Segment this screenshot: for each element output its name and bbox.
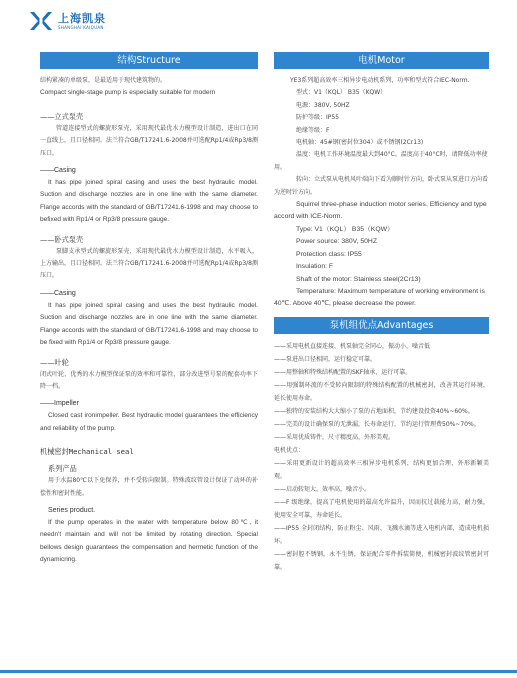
- motor-advantages-title: 电机优点：: [274, 446, 305, 454]
- vertical-casing-title-cn: ——立式泵壳: [40, 111, 84, 121]
- motor-advantage-item: ——密封腔不锈钢，永不生锈，保证配合零件拆装简便，机械密封波纹管密封可靠。: [274, 550, 489, 571]
- seal-sub-en: Series product.: [48, 506, 96, 514]
- advantage-item: ——独特的安装结构大大缩小了泵的占地面积，节约建设投资40%~60%。: [274, 407, 474, 415]
- motor-spec-cn-1: 电源：380V, 50HZ: [296, 101, 350, 109]
- seal-text-cn: 用于水温80℃以下免保养，并不受转向限制。特殊波纹管设计保证了动环的补偿性和密封性能。: [40, 477, 258, 497]
- motor-spec-en-2: Protection class: IP55: [296, 250, 362, 258]
- motor-advantage-item: ——F 级绝缘，提高了电机使用的最高允许温升，因而抗过载能力高，耐力强，使用安全可靠，寿命延长。: [274, 498, 489, 519]
- motor-intro-en: Squirrel three-phase induction motor series. Efficiency and type accord with ICE-Norm.: [274, 201, 487, 221]
- motor-spec-en-0: Type: V1（KQL） B35（KQW）: [296, 225, 394, 233]
- seal-sub-cn: 系列产品: [48, 464, 77, 474]
- structure-intro-cn: 结构紧凑的单级泵，是最适用于现代建筑物的。: [40, 77, 167, 84]
- motor-spec-cn-4: 电机轴：45#钢(密封位304）或不锈钢(2Cr13): [296, 139, 424, 147]
- structure-intro-en: Compact single-stage pump is especially suitable for modern: [40, 89, 216, 97]
- impeller-title-en: ——Impeller: [40, 400, 79, 408]
- seal-title: 机械密封Mechanical seal: [40, 447, 134, 457]
- horizontal-casing-title-cn: ——卧式泵壳: [40, 234, 84, 244]
- motor-spec-cn-3: 绝缘等级：F: [296, 126, 330, 134]
- advantage-item: ——用强制环流的不受转向限制的特殊结构配置的机械密封，改善其运行环境，延长使用寿命。: [274, 381, 489, 402]
- seal-text-en: If the pump operates in the water with temperature below 80℃, it needn't maintain and will not be limited by rotating direction. Special bellows design guarantees the compensation and hermetic function of the dynamicring.: [40, 518, 258, 564]
- motor-rotation-cn: 转向：立式泵从电机风叶端向下看为顺时针方向，卧式泵从泵进口方向看为逆时针方向。: [274, 176, 489, 196]
- advantage-item: ——采用优质铸件，尺寸精度高，外形美观。: [274, 433, 395, 441]
- advantages-banner: 泵机组优点Advantages: [274, 317, 489, 334]
- vertical-casing-text-cn: 管道连接型式的螺旋形泵壳，采用现代最优水力模型设计制造，进出口在同一直线上，且口径相同。法兰符合GB/T17241.6-2008并可选配Rp1/4或Rp3/8测压口。: [40, 124, 258, 157]
- horizontal-casing-text-cn: 泵脚支承型式的螺旋形泵壳，采用现代最优水力模型设计制造，水平吸入，上方输出，且口径相同。法兰符合GB/T17241.6-2008并可选配Rp1/4或Rp3/8测压口。: [40, 247, 258, 280]
- structure-banner: 结构Structure: [40, 52, 258, 69]
- vertical-casing-text-en: It has pipe joined spiral casing and uses the best hydraulic model. Suction and discharge nozzles are in one line with the same diameter. Flange accords with the standard of GB/T17241.6-1998 and may choose to befixed with Rp1/4 or Rp3/8 pressure gauge.: [40, 179, 258, 224]
- motor-temp-cn: 温度：电机工作环境温度最大到40°C。温度高于40°C时，请降低功率使用。: [274, 151, 488, 171]
- brand-name-cn: 上海凯泉: [58, 11, 106, 25]
- motor-spec-cn-0: 型式：V1（KQL） B35（KQW）: [296, 89, 387, 97]
- page-header: [0, 0, 517, 42]
- horizontal-casing-text-en: It has pipe joined spiral casing and uses the best hydraulic model. Suction and discharge nozzles are in one line with the same diameter. Flange accords with the standard of GB/T17241.6-1998 and may choose to be fixed with Rp1/4 or Rp3/8 pressure gauge.: [40, 301, 258, 347]
- company-logo: [28, 11, 106, 31]
- impeller-text-en: Closed cast ironimpeller. Best hydraulic model guarantees the efficiency and reliability of the pump.: [40, 412, 258, 432]
- advantage-item: ——用整轴和特殊结构配置的SKF轴承，运行可靠。: [274, 368, 412, 376]
- horizontal-casing-title-en: ——Casing: [40, 289, 76, 297]
- motor-spec-en-1: Power source: 380V, 50HZ: [296, 238, 377, 246]
- motor-spec-en-3: Insulation: F: [296, 263, 334, 271]
- impeller-text-cn: 闭式叶轮，优秀的水力模型保证泵的效率和可靠性，部分改进型号泵的配套功率下降一档。: [40, 370, 258, 390]
- advantage-item: ——完美的设计确保泵的无泄漏，长寿命运行，节约运行管理费50%~70%。: [274, 420, 480, 428]
- logo-mark-icon: [28, 11, 54, 31]
- motor-spec-en-4: Shaft of the motor: Stainless steel(2Cr13): [296, 275, 421, 283]
- motor-advantage-item: ——启动转矩大，效率高，噪音小。: [274, 485, 371, 493]
- motor-spec-cn-2: 防护等级：IP55: [296, 114, 340, 122]
- structure-column: [40, 52, 258, 567]
- brand-name-en: SHANGHAI KAIQUAN: [58, 24, 104, 30]
- motor-column: [274, 52, 489, 574]
- advantage-item: ——采用电机直接连接，机泵轴完全同心，振动小，噪音低: [274, 342, 431, 350]
- motor-intro-cn: YE3系列超高效率三相异步电动机系列，功率和型式符合IEC-Norm.: [290, 77, 470, 84]
- vertical-casing-title-en: ——Casing: [40, 167, 76, 175]
- footer-rule: [0, 670, 517, 673]
- motor-temp-en: Temperature: Maximum temperature of working environment is 40℃. Above 40℃, please decrease the power.: [274, 287, 485, 308]
- motor-advantage-item: ——采用更新设计的超高效率三相异步电机系列，结构更加合理，外形新颖美观。: [274, 459, 489, 480]
- motor-banner: 电机Motor: [274, 52, 489, 69]
- advantage-item: ——泵进出口径相同，运行稳定可靠。: [274, 355, 377, 363]
- impeller-title-cn: ——叶轮: [40, 357, 69, 367]
- motor-advantage-item: ——IP55 全封闭结构，防止粉尘、风雨、飞溅水滴等进入电机内部，造成电机损坏。: [274, 524, 489, 545]
